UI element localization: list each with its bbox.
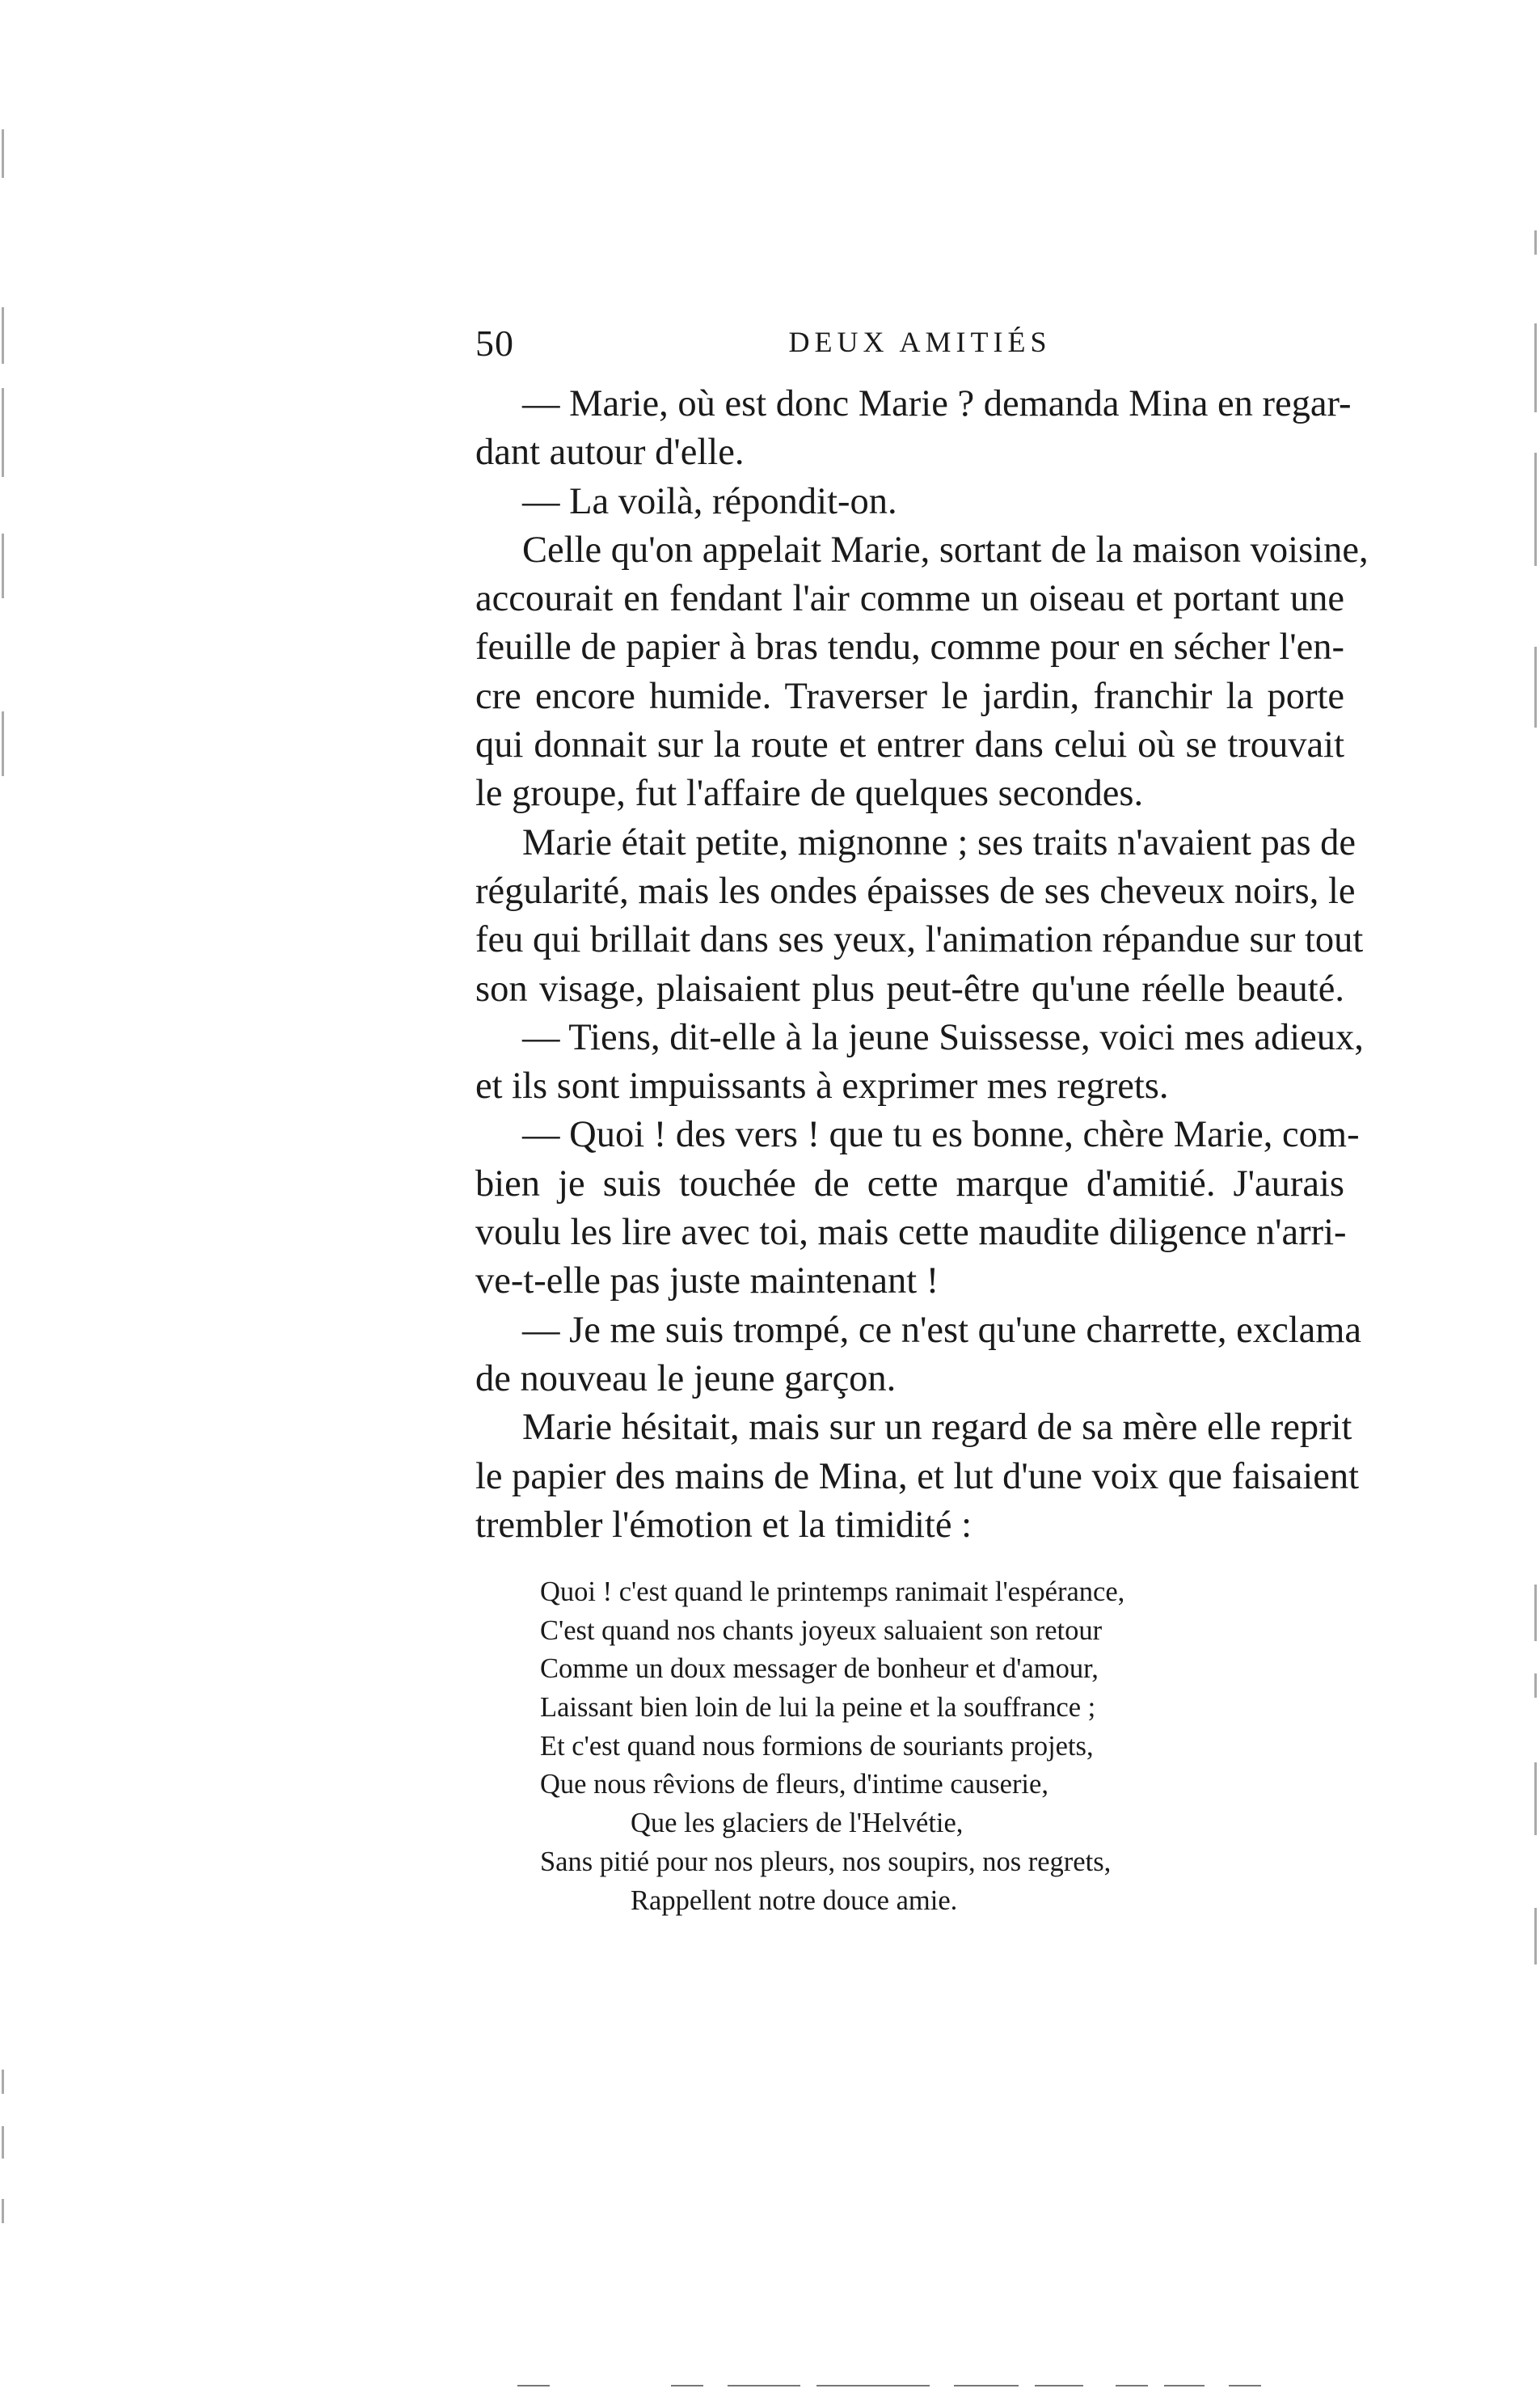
- scan-edge-mark: [2, 307, 4, 364]
- poem-verse: Quoi ! c'est quand le printemps ranimait l'espérance,: [540, 1576, 1125, 1607]
- text-line: Celle qu'on appelait Marie, sortant de la maison voisine,: [522, 529, 1369, 571]
- scan-bottom-rule: [816, 2385, 930, 2386]
- text-line: — La voilà, répondit-on.: [522, 480, 897, 522]
- scan-edge-mark: [1534, 1673, 1537, 1698]
- poem-verse: Rappellent notre douce amie.: [631, 1884, 958, 1916]
- poem-verse: Que les glaciers de l'Helvétie,: [631, 1808, 964, 1839]
- text-line: — Tiens, dit-elle à la jeune Suissesse, voici mes adieux,: [522, 1016, 1364, 1058]
- scan-bottom-rule: [517, 2385, 550, 2386]
- text-line: cre encore humide. Traverser le jardin, franchir la porte: [475, 675, 1344, 717]
- text-line: et ils sont impuissants à exprimer mes regrets.: [475, 1066, 1169, 1108]
- scan-bottom-rule: [671, 2385, 703, 2386]
- text-line: trembler l'émotion et la timidité :: [475, 1504, 973, 1546]
- text-line: accourait en fendant l'air comme un oiseau et portant une: [475, 578, 1344, 620]
- poem-verse: Laissant bien loin de lui la peine et la souffrance ;: [540, 1692, 1096, 1724]
- scan-bottom-rule: [1116, 2385, 1148, 2386]
- text-line: son visage, plaisaient plus peut-être qu'une réelle beauté.: [475, 968, 1344, 1010]
- prose-body: [475, 380, 1369, 1550]
- text-line: qui donnait sur la route et entrer dans celui où se trouvait: [475, 724, 1344, 766]
- text-line: feuille de papier à bras tendu, comme pour en sécher l'en-: [475, 627, 1344, 669]
- scan-bottom-rule: [1164, 2385, 1205, 2386]
- scan-edge-mark: [1534, 647, 1537, 728]
- running-title: DEUX AMITIÉS: [788, 326, 1052, 358]
- text-line: voulu les lire avec toi, mais cette maudite diligence n'arri-: [475, 1212, 1347, 1254]
- text-line: feu qui brillait dans ses yeux, l'animation répandue sur tout: [475, 919, 1364, 961]
- running-head: [475, 322, 1365, 370]
- text-line: — Je me suis trompé, ce n'est qu'une charrette, exclama: [522, 1309, 1362, 1351]
- scan-edge-mark: [2, 2126, 4, 2159]
- poem-verse: Et c'est quand nous formions de souriants projets,: [540, 1730, 1094, 1762]
- scan-edge-mark: [1534, 1908, 1537, 1964]
- scan-bottom-rule: [1035, 2385, 1083, 2386]
- scan-edge-mark: [1534, 323, 1537, 412]
- text-line: — Quoi ! des vers ! que tu es bonne, chère Marie, com-: [522, 1114, 1360, 1156]
- scan-edge-mark: [2, 534, 4, 598]
- text-line: bien je suis touchée de cette marque d'amitié. J'aurais: [475, 1163, 1344, 1205]
- text-line: le groupe, fut l'affaire de quelques secondes.: [475, 773, 1144, 815]
- text-line: régularité, mais les ondes épaisses de ses cheveux noirs, le: [475, 870, 1356, 912]
- text-line: de nouveau le jeune garçon.: [475, 1357, 897, 1399]
- poem: [540, 1573, 1187, 1920]
- text-line: dant autour d'elle.: [475, 432, 745, 474]
- scan-edge-mark: [2, 388, 4, 477]
- scan-edge-mark: [2, 129, 4, 178]
- scan-edge-mark: [1534, 230, 1537, 255]
- poem-verse: C'est quand nos chants joyeux saluaient son retour: [540, 1614, 1103, 1646]
- text-line: Marie était petite, mignonne ; ses traits n'avaient pas de: [522, 821, 1356, 863]
- page-number: 50: [475, 323, 514, 364]
- scan-edge-mark: [2, 711, 4, 776]
- scan-bottom-rule: [1229, 2385, 1261, 2386]
- scan-edge-mark: [1534, 453, 1537, 566]
- scan-bottom-rule: [728, 2385, 800, 2386]
- scan-edge-mark: [2, 2070, 4, 2094]
- text-line: ve-t-elle pas juste maintenant !: [475, 1260, 939, 1302]
- poem-verse: Comme un doux messager de bonheur et d'amour,: [540, 1653, 1099, 1685]
- poem-verse: Sans pitié pour nos pleurs, nos soupirs, nos regrets,: [540, 1846, 1112, 1877]
- scan-bottom-rule: [954, 2385, 1019, 2386]
- text-line: Marie hésitait, mais sur un regard de sa mère elle reprit: [522, 1407, 1352, 1449]
- scan-edge-mark: [1534, 1762, 1537, 1835]
- text-line: le papier des mains de Mina, et lut d'une voix que faisaient: [475, 1455, 1360, 1497]
- poem-verse: Que nous rêvions de fleurs, d'intime causerie,: [540, 1769, 1048, 1800]
- scan-edge-mark: [1534, 1585, 1537, 1641]
- scan-edge-mark: [2, 2199, 4, 2223]
- text-line: — Marie, où est donc Marie ? demanda Mina en regar-: [522, 383, 1352, 424]
